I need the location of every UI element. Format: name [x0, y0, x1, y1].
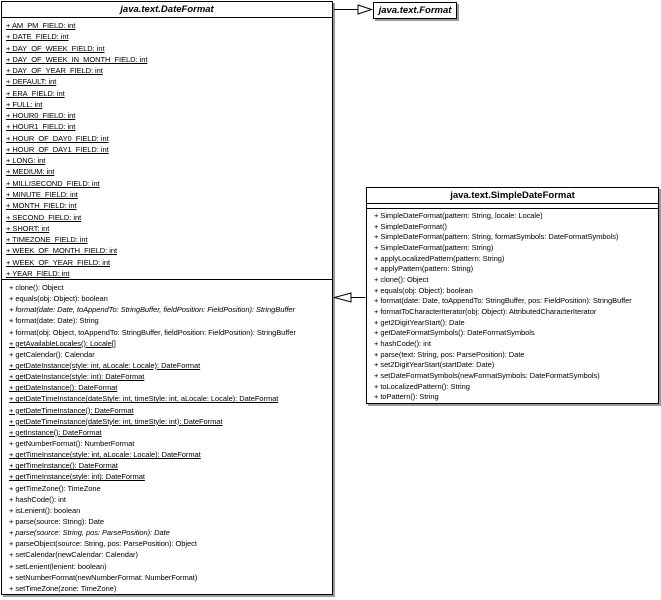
dateformat-method: + setTimeZone(zone: TimeZone)	[9, 583, 117, 593]
dateformat-method: + parse(source: String): Date	[9, 516, 105, 526]
dateformat-method: + setCalendar(newCalendar: Calendar)	[9, 550, 138, 560]
simpledateformat-method: + get2DigitYearStart(): Date	[374, 317, 465, 327]
class-box-format	[373, 2, 457, 19]
simpledateformat-method: + getDateFormatSymbols(): DateFormatSymbols	[374, 328, 535, 338]
dateformat-method: + getDateInstance(style: int): DateFormat	[9, 372, 145, 382]
dateformat-methods-compartment	[2, 280, 332, 594]
simpledateformat-method: + clone(): Object	[374, 275, 429, 285]
dateformat-field: + ERA_FIELD: int	[6, 88, 65, 98]
dateformat-method: + hashCode(): int	[9, 494, 66, 504]
simpledateformat-method: + format(date: Date, toAppendTo: StringBuffer, pos: FieldPosition): StringBuffer	[374, 296, 632, 306]
simpledateformat-method: + applyLocalizedPattern(pattern: String)	[374, 253, 505, 263]
dateformat-field: + FULL: int	[6, 99, 43, 109]
dateformat-method: + equals(obj: Object): boolean	[9, 294, 108, 304]
simpledateformat-method: + equals(obj: Object): boolean	[374, 285, 473, 295]
simpledateformat-method: + parse(text: String, pos: ParsePosition): Date	[374, 349, 525, 359]
dateformat-field: + AM_PM_FIELD: int	[6, 21, 76, 30]
dateformat-field: + DATE_FIELD: int	[6, 32, 69, 42]
dateformat-method: + getAvailableLocales(): Locale[]	[9, 338, 116, 348]
dateformat-method: + getDateTimeInstance(dateStyle: int, timeStyle: int, aLocale: Locale): DateFormat	[9, 394, 279, 404]
simpledateformat-method: + toPattern(): String	[374, 392, 439, 402]
generalization-arrow-simpledateformat-to-dateformat	[335, 293, 366, 302]
dateformat-field: + HOUR1_FIELD: int	[6, 122, 76, 132]
dateformat-method: + getInstance(): DateFormat	[9, 427, 102, 437]
dateformat-field: + DAY_OF_WEEK_FIELD: int	[6, 43, 105, 53]
simpledateformat-method: + applyPattern(pattern: String)	[374, 264, 474, 274]
class-box-dateformat	[1, 1, 333, 595]
simpledateformat-method: + formatToCharacterIterator(obj: Object): AttributedCharacterIterator	[374, 307, 597, 317]
simpledateformat-method: + SimpleDateFormat(pattern: String, formatSymbols: DateFormatSymbols)	[374, 232, 619, 242]
dateformat-method: + getCalendar(): Calendar	[9, 349, 95, 359]
dateformat-method: + parse(source: String, pos: ParsePosition): Date	[9, 528, 170, 538]
dateformat-field: + YEAR_FIELD: int	[6, 268, 70, 278]
dateformat-method: + isLenient(): boolean	[9, 505, 81, 515]
hollow-triangle-arrowhead-icon	[358, 5, 372, 14]
dateformat-method: + clone(): Object	[9, 283, 64, 292]
dateformat-method: + setLenient(lenient: boolean)	[9, 561, 107, 571]
class-title-format: java.text.Format	[378, 5, 452, 16]
dateformat-field: + DAY_OF_YEAR_FIELD: int	[6, 66, 103, 76]
hollow-triangle-arrowhead-icon	[335, 293, 352, 302]
simpledateformat-method: + SimpleDateFormat()	[374, 221, 447, 231]
dateformat-method: + getTimeInstance(style: int): DateFormat	[9, 472, 145, 482]
simpledateformat-method: + SimpleDateFormat(pattern: String)	[374, 243, 494, 253]
simpledateformat-method: + toLocalizedPattern(): String	[374, 381, 470, 391]
dateformat-field: + WEEK_OF_YEAR_FIELD: int	[6, 257, 110, 267]
dateformat-field: + MINUTE_FIELD: int	[6, 189, 78, 199]
simpledateformat-method: + set2DigitYearStart(startDate: Date)	[374, 360, 495, 370]
dateformat-field: + MILLISECOND_FIELD: int	[6, 178, 100, 188]
simpledateformat-method: + hashCode(): int	[374, 339, 431, 349]
dateformat-method: + getTimeInstance(): DateFormat	[9, 461, 118, 471]
dateformat-method: + format(date: Date): String	[9, 316, 99, 326]
dateformat-field: + MONTH_FIELD: int	[6, 201, 77, 211]
dateformat-field: + LONG: int	[6, 156, 46, 166]
dateformat-field: + DEFAULT: int	[6, 77, 57, 87]
class-title-simpledateformat: java.text.SimpleDateFormat	[367, 188, 658, 204]
simpledateformat-method: + SimpleDateFormat(pattern: String, locale: Locale)	[374, 211, 543, 220]
dateformat-method: + format(obj: Object, toAppendTo: StringBuffer, fieldPosition: FieldPosition): StringBuffer	[9, 327, 296, 337]
simpledateformat-method: + setDateFormatSymbols(newFormatSymbols: DateFormatSymbols)	[374, 371, 600, 381]
dateformat-method: + format(date: Date, toAppendTo: StringBuffer, fieldPosition: FieldPosition): StringBuffer	[9, 305, 296, 315]
dateformat-method: + setNumberFormat(newNumberFormat: NumberFormat)	[9, 572, 198, 582]
class-box-simpledateformat	[366, 187, 659, 404]
dateformat-fields-compartment	[2, 18, 332, 280]
class-title-dateformat: java.text.DateFormat	[2, 2, 332, 18]
simpledateformat-methods-compartment	[367, 209, 658, 403]
dateformat-method: + getDateTimeInstance(): DateFormat	[9, 405, 134, 415]
dateformat-method: + getTimeZone(): TimeZone	[9, 483, 101, 493]
dateformat-field: + SHORT: int	[6, 223, 50, 233]
dateformat-field: + WEEK_OF_MONTH_FIELD: int	[6, 246, 118, 256]
dateformat-field: + HOUR_OF_DAY1_FIELD: int	[6, 144, 109, 154]
dateformat-method: + getDateInstance(): DateFormat	[9, 383, 118, 393]
dateformat-method: + getTimeInstance(style: int, aLocale: Locale): DateFormat	[9, 450, 201, 460]
dateformat-method: + getDateTimeInstance(dateStyle: int, timeStyle: int): DateFormat	[9, 416, 223, 426]
dateformat-method: + getDateInstance(style: int, aLocale: Locale): DateFormat	[9, 360, 201, 370]
dateformat-field: + MEDIUM: int	[6, 167, 55, 177]
dateformat-method: + getNumberFormat(): NumberFormat	[9, 438, 135, 448]
dateformat-field: + TIMEZONE_FIELD: int	[6, 235, 88, 245]
dateformat-method: + parseObject(source: String, pos: ParsePosition): Object	[9, 539, 197, 549]
dateformat-field: + HOUR0_FIELD: int	[6, 111, 76, 121]
dateformat-field: + SECOND_FIELD: int	[6, 212, 82, 222]
generalization-arrow-dateformat-to-format	[334, 5, 372, 14]
dateformat-field: + HOUR_OF_DAY0_FIELD: int	[6, 133, 109, 143]
dateformat-field: + DAY_OF_WEEK_IN_MONTH_FIELD: int	[6, 54, 148, 64]
